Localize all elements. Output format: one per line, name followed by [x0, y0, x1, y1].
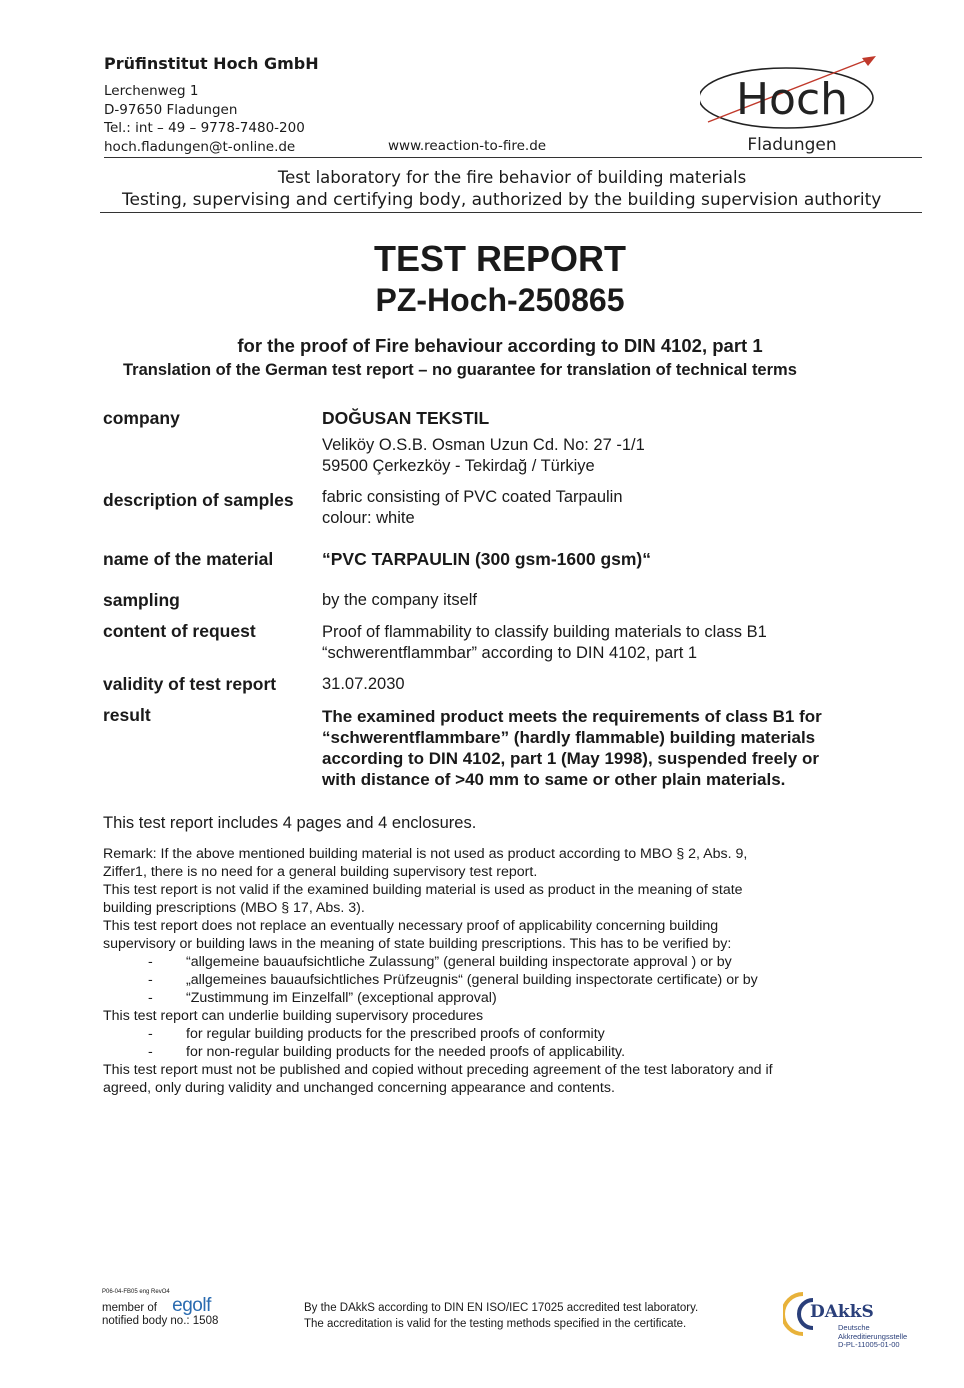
result-line1: The examined product meets the requirements of class B1 for — [322, 707, 822, 726]
remarks-block — [103, 845, 903, 1097]
tagline-divider — [100, 212, 922, 213]
label-company: company — [103, 408, 180, 428]
remark-line: This test report is not valid if the examined building material is used as product in the meaning of state — [103, 882, 743, 898]
remark-line: agreed, only during validity and unchanged concerning appearance and contents. — [103, 1080, 615, 1096]
request-line2: “schwerentflammbar” according to DIN 4102, part 1 — [322, 644, 698, 662]
tagline-lab: Test laboratory for the fire behavior of building materials — [277, 168, 747, 187]
remark-line: This test report does not replace an eventually necessary proof of applicability concerning building — [103, 918, 719, 934]
sampling-value: by the company itself — [322, 591, 477, 609]
address-phone: Tel.: int – 49 – 9778-7480-200 — [104, 120, 305, 136]
remark-bullet: - “Zustimmung im Einzelfall” (exceptional approval) — [103, 989, 903, 1007]
dakks-sub — [838, 1324, 907, 1350]
address-block — [104, 82, 305, 156]
accreditation-line1: By the DAkkS according to DIN EN ISO/IEC 17025 accredited test laboratory. — [304, 1302, 699, 1314]
remark-line: Remark: If the above mentioned building material is not used as product according to MBO § 2, Abs. 9, — [103, 846, 748, 862]
description-value — [322, 487, 623, 529]
remark-bullet: - for non-regular building products for the needed proofs of applicability. — [103, 1043, 903, 1061]
report-number: PZ-Hoch-250865 — [375, 282, 625, 318]
address-city: D-97650 Fladungen — [104, 101, 238, 118]
label-result: result — [103, 705, 151, 725]
label-request: content of request — [103, 621, 256, 641]
address-street: Lerchenweg 1 — [104, 83, 199, 99]
request-line1: Proof of flammability to classify building materials to class B1 — [322, 623, 767, 641]
dakks-line1: Deutsche — [838, 1323, 870, 1332]
member-label: member of — [102, 1302, 157, 1314]
result-line2: “schwerentflammbare” (hardly flammable) building materials — [322, 728, 816, 747]
remark-line: supervisory or building laws in the meaning of state building prescriptions. This has to be verified by: — [103, 936, 732, 952]
remark-line: building prescriptions (MBO § 17, Abs. 3). — [103, 900, 365, 916]
logo-wordmark: Hoch — [735, 74, 849, 125]
remark-bullet: - “allgemeine bauaufsichtliche Zulassung” (general building inspectorate approval ) or by — [103, 953, 903, 971]
label-sampling: sampling — [103, 590, 180, 610]
pages-note: This test report includes 4 pages and 4 enclosures. — [103, 814, 477, 832]
translation-note: Translation of the German test report – no guarantee for translation of technical terms — [123, 361, 797, 379]
remark-bullet: - for regular building products for the prescribed proofs of conformity — [103, 1025, 903, 1043]
website-link[interactable]: www.reaction-to-fire.de — [388, 138, 547, 154]
request-value — [322, 622, 767, 664]
report-title: TEST REPORT — [373, 238, 627, 279]
remark-line: Ziffer1, there is no need for a general building supervisory test report. — [103, 864, 538, 880]
remark-line: This test report must not be published and copied without preceding agreement of the test laboratory and if — [103, 1062, 773, 1078]
label-material: name of the material — [103, 549, 274, 569]
result-value — [322, 706, 822, 790]
dakks-name: DAkkS — [810, 1302, 874, 1322]
remark-line: This test report can underlie building supervisory procedures — [103, 1008, 484, 1024]
description-line1: fabric consisting of PVC coated Tarpaulin — [322, 488, 623, 506]
remark-bullet: - „allgemeines bauaufsichtliches Prüfzeugnis“ (general building inspectorate certificate) or by — [103, 971, 903, 989]
form-code: P06-04-FB05 eng RevO4 — [102, 1289, 170, 1295]
accreditation-text — [304, 1300, 698, 1332]
header-divider — [104, 157, 922, 158]
company-address — [322, 435, 645, 477]
label-validity: validity of test report — [103, 674, 277, 694]
company-name: DOĞUSAN TEKSTIL — [322, 408, 490, 428]
label-description: description of samples — [103, 490, 294, 510]
company-address-line1: Veliköy O.S.B. Osman Uzun Cd. No: 27 -1/1 — [322, 436, 645, 454]
dakks-line2: Akkreditierungsstelle — [838, 1331, 908, 1341]
address-email[interactable]: hoch.fladungen@t-online.de — [104, 138, 296, 155]
material-value: “PVC TARPAULIN (300 gsm-1600 gsm)“ — [322, 549, 652, 569]
hoch-logo — [700, 52, 880, 156]
company-address-line2: 59500 Çerkezköy - Tekirdağ / Türkiye — [322, 457, 595, 475]
tagline-certifying: Testing, supervising and certifying body, authorized by the building supervision authority — [122, 190, 882, 210]
institute-name: Prüfinstitut Hoch GmbH — [104, 54, 319, 73]
report-subtitle: for the proof of Fire behaviour according to DIN 4102, part 1 — [237, 335, 763, 356]
result-line4: with distance of >40 mm to same or other plain materials. — [322, 770, 786, 789]
dakks-line3: D-PL-11005-01-00 — [838, 1340, 900, 1349]
validity-value: 31.07.2030 — [322, 675, 405, 693]
logo-place: Fladungen — [747, 135, 837, 155]
result-line3: according to DIN 4102, part 1 (May 1998), suspended freely or — [322, 749, 819, 768]
egolf-logo: egolf — [172, 1295, 211, 1316]
accreditation-line2: The accreditation is valid for the testing methods specified in the certificate. — [304, 1318, 687, 1330]
description-line2: colour: white — [322, 509, 415, 527]
notified-body: notified body no.: 1508 — [102, 1315, 219, 1327]
